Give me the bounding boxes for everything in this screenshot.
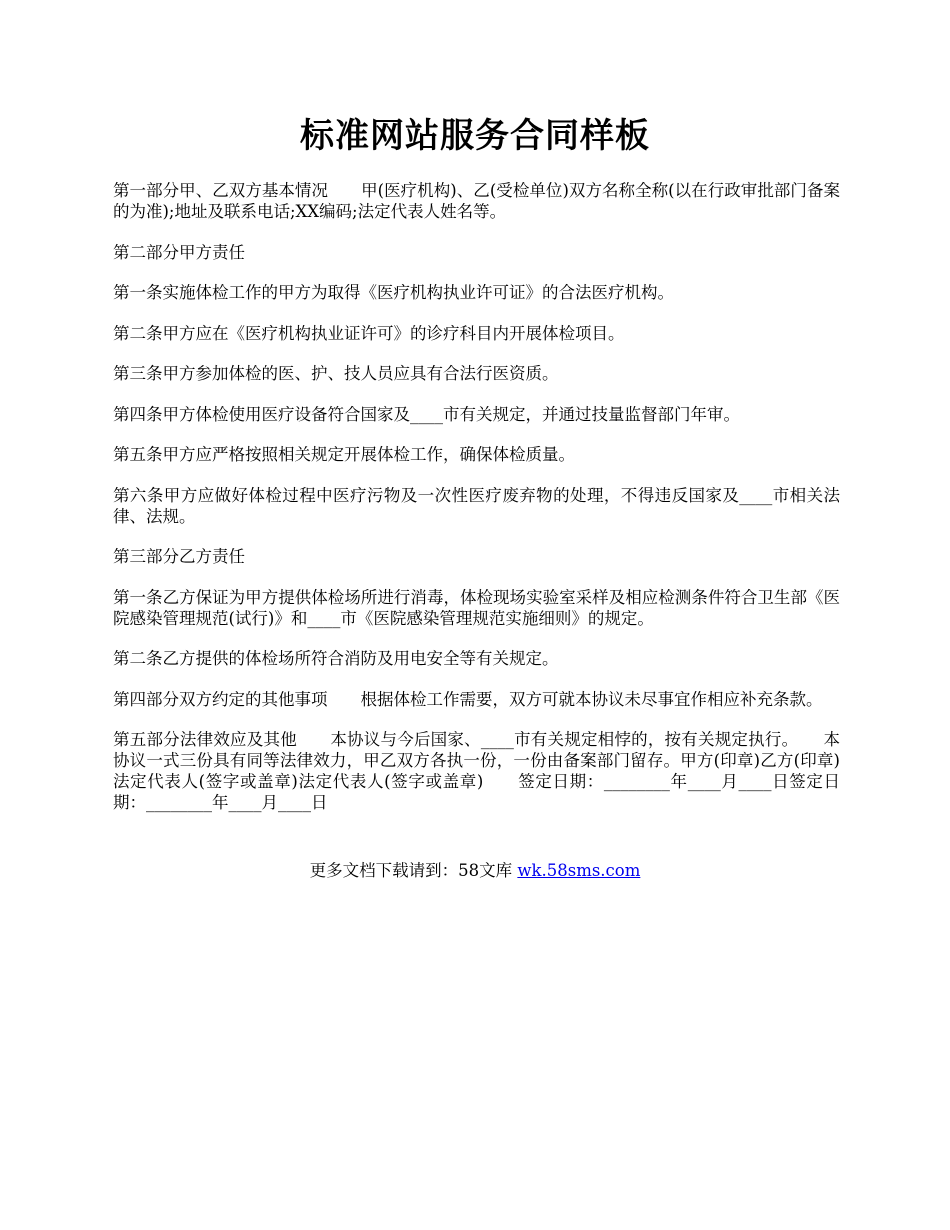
footer-prefix: 更多文档下载请到：58文库 (309, 861, 518, 880)
section-2-article-4: 第四条甲方体检使用医疗设备符合国家及____市有关规定，并通过技量监督部门年审。 (113, 404, 740, 424)
section-2-article-2: 第二条甲方应在《医疗机构执业证许可》的诊疗科目内开展体检项目。 (113, 323, 625, 343)
section-3-heading: 第三部分乙方责任 (113, 547, 245, 566)
section-1-basic-info: 第一部分甲、乙双方基本情况 甲(医疗机构)、乙(受检单位)双方名称全称(以在行政审批部门备案的为准);地址及联系电话;XX编码;法定代表人姓名等。 (113, 181, 840, 221)
footer-link[interactable]: wk.58sms.com (517, 861, 641, 880)
section-4-other-matters: 第四部分双方约定的其他事项 根据体检工作需要，双方可就本协议未尽事宜作相应补充条款。 (113, 689, 823, 709)
download-footer (0, 860, 950, 882)
section-2-article-6: 第六条甲方应做好体检过程中医疗污物及一次性医疗废弃物的处理，不得违反国家及____市相关法律、法规。 (113, 485, 840, 526)
section-3-article-2: 第二条乙方提供的体检场所符合消防及用电安全等有关规定。 (113, 649, 559, 668)
section-5-legal-effect: 第五部分法律效应及其他 本协议与今后国家、____市有关规定相悖的，按有关规定执行。 本协议一式三份具有同等法律效力，甲乙双方各执一份，一份由备案部门留存。甲方(印章)乙方(印章) 法定代表人(签字或盖章)法定代表人(签字或盖章) 签定日期：________年____月____日签定日期：________年____月____日 (113, 730, 873, 812)
document-body (113, 180, 873, 833)
section-2-article-1: 第一条实施体检工作的甲方为取得《医疗机构执业许可证》的合法医疗机构。 (113, 283, 674, 302)
section-2-article-3: 第三条甲方参加体检的医、护、技人员应具有合法行医资质。 (113, 364, 559, 383)
section-2-heading: 第二部分甲方责任 (113, 242, 245, 262)
section-3-article-1: 第一条乙方保证为甲方提供体检场所进行消毒，体检现场实验室采样及相应检测条件符合卫生部《医院感染管理规范(试行)》和____市《医院感染管理规范实施细则》的规定。 (113, 587, 840, 628)
document-title: 标准网站服务合同样板 (300, 116, 650, 156)
section-2-article-5: 第五条甲方应严格按照相关规定开展体检工作，确保体检质量。 (113, 445, 575, 464)
